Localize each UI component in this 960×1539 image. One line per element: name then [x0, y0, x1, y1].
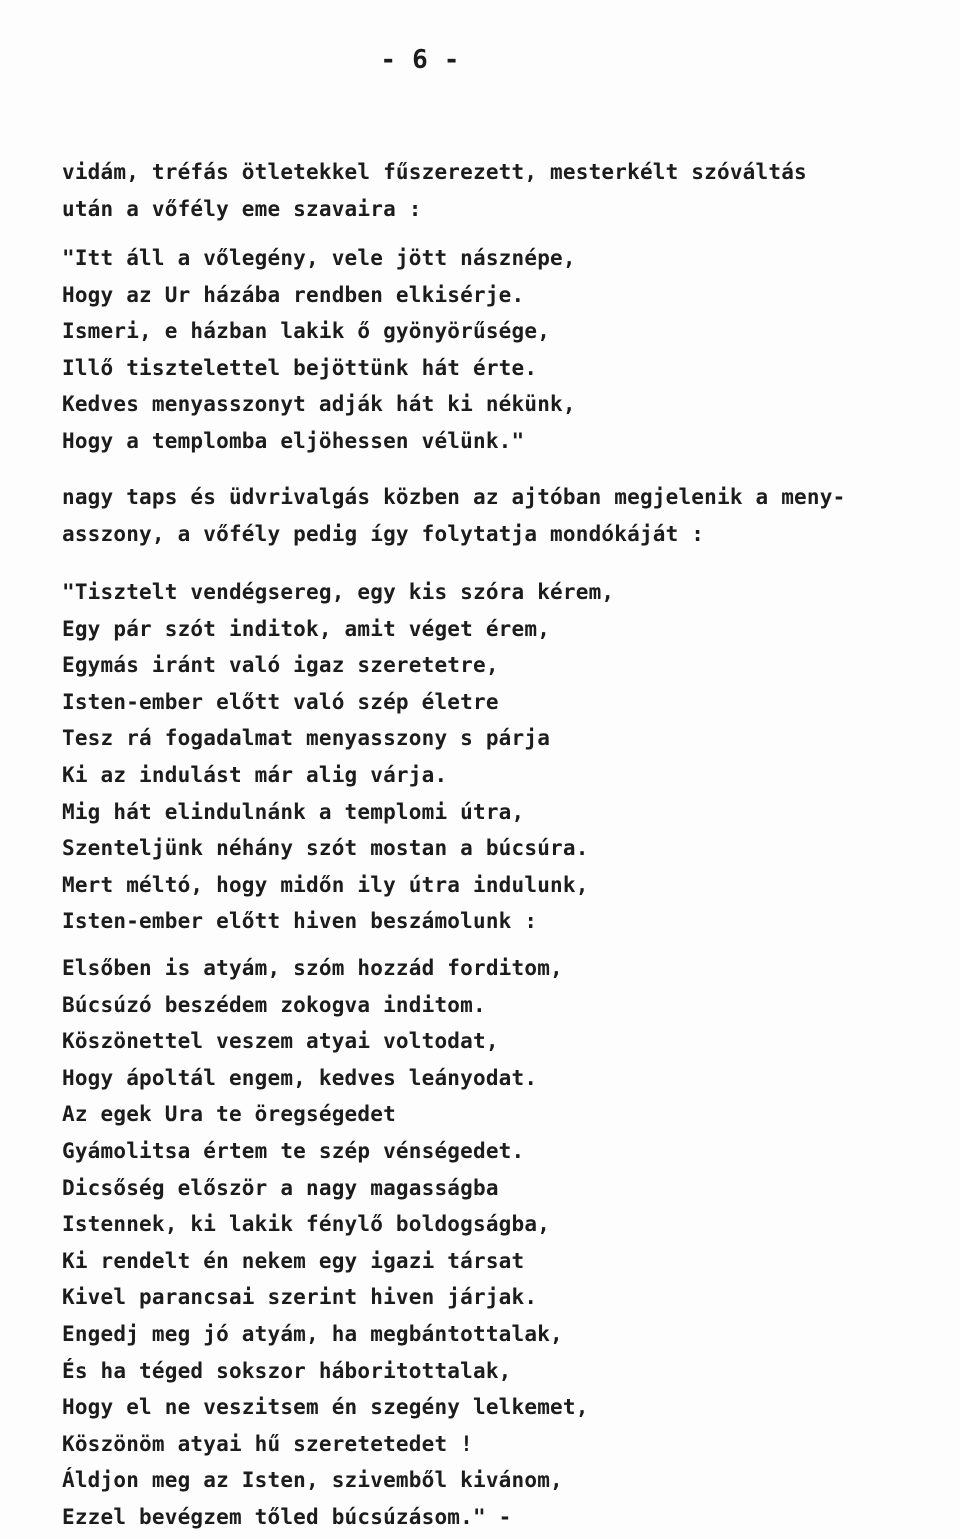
- verse-line: Egymás iránt való igaz szeretetre,: [62, 653, 499, 678]
- page-number: - 6 -: [380, 45, 460, 75]
- verse-line: "Itt áll a vőlegény, vele jött násznépe,: [62, 246, 576, 270]
- verse-line: Mig hát elindulnánk a templomi útra,: [62, 799, 525, 824]
- verse-line: Köszönettel veszem atyai voltodat,: [62, 1029, 499, 1054]
- verse-line: Tesz rá fogadalmat menyasszony s párja: [62, 726, 551, 751]
- verse-line: Ki rendelt én nekem egy igazi társat: [62, 1248, 525, 1273]
- verse-line: Szenteljünk néhány szót mostan a búcsúra.: [62, 836, 589, 861]
- prose-paragraph: [62, 479, 952, 552]
- verse-line: Ki az indulást már alig várja.: [62, 762, 448, 787]
- verse-line: Mert méltó, hogy midőn ily útra indulunk,: [62, 872, 589, 897]
- verse-line: Kivel parancsai szerint hiven járjak.: [62, 1285, 538, 1310]
- verse-line: Hogy a templomba eljöhessen vélünk.": [62, 428, 525, 453]
- verse-stanza-2: [62, 574, 952, 940]
- verse-line: Búcsúzó beszédem zokogva inditom.: [62, 992, 486, 1017]
- verse-stanza-3: [62, 950, 952, 1536]
- verse-line: Istennek, ki lakik fénylő boldogságba,: [62, 1212, 551, 1237]
- verse-line: És ha téged sokszor háboritottalak,: [62, 1358, 512, 1383]
- text-line: nagy taps és üdvrivalgás közben az ajtóban megjelenik a meny-: [62, 485, 846, 509]
- verse-line: Kedves menyasszonyt adják hát ki nékünk,: [62, 392, 576, 417]
- text-line: után a vőfély eme szavaira :: [62, 196, 422, 221]
- verse-line: Hogy az Ur házába rendben elkisérje.: [62, 282, 525, 307]
- verse-line: Köszönöm atyai hű szeretetedet !: [62, 1431, 473, 1456]
- verse-line: Isten-ember előtt való szép életre: [62, 689, 499, 714]
- verse-line: "Tisztelt vendégsereg, egy kis szóra kérem,: [62, 580, 615, 604]
- verse-line: Áldjon meg az Isten, szivemből kivánom,: [62, 1468, 563, 1493]
- verse-line: Hogy ápoltál engem, kedves leányodat.: [62, 1065, 538, 1090]
- text-line: asszony, a vőfély pedig így folytatja mondókáját :: [62, 521, 705, 546]
- verse-line: Ezzel bevégzem tőled búcsúzásom." -: [62, 1504, 512, 1529]
- intro-paragraph: [62, 154, 952, 227]
- verse-line: Ismeri, e házban lakik ő gyönyörűsége,: [62, 319, 551, 344]
- verse-line: Illő tisztelettel bejöttünk hát érte.: [62, 355, 538, 380]
- verse-line: Elsőben is atyám, szóm hozzád forditom,: [62, 956, 563, 980]
- verse-stanza-1: [62, 240, 952, 460]
- text-line: vidám, tréfás ötletekkel fűszerezett, mesterkélt szóváltás: [62, 160, 807, 184]
- verse-line: Egy pár szót inditok, amit véget érem,: [62, 616, 551, 641]
- verse-line: Az egek Ura te öregségedet: [62, 1102, 396, 1127]
- verse-line: Dicsőség először a nagy magasságba: [62, 1175, 499, 1200]
- verse-line: Hogy el ne veszitsem én szegény lelkemet,: [62, 1395, 589, 1420]
- verse-line: Engedj meg jó atyám, ha megbántottalak,: [62, 1321, 563, 1346]
- verse-line: Gyámolitsa értem te szép vénségedet.: [62, 1138, 525, 1163]
- verse-line: Isten-ember előtt hiven beszámolunk :: [62, 909, 538, 934]
